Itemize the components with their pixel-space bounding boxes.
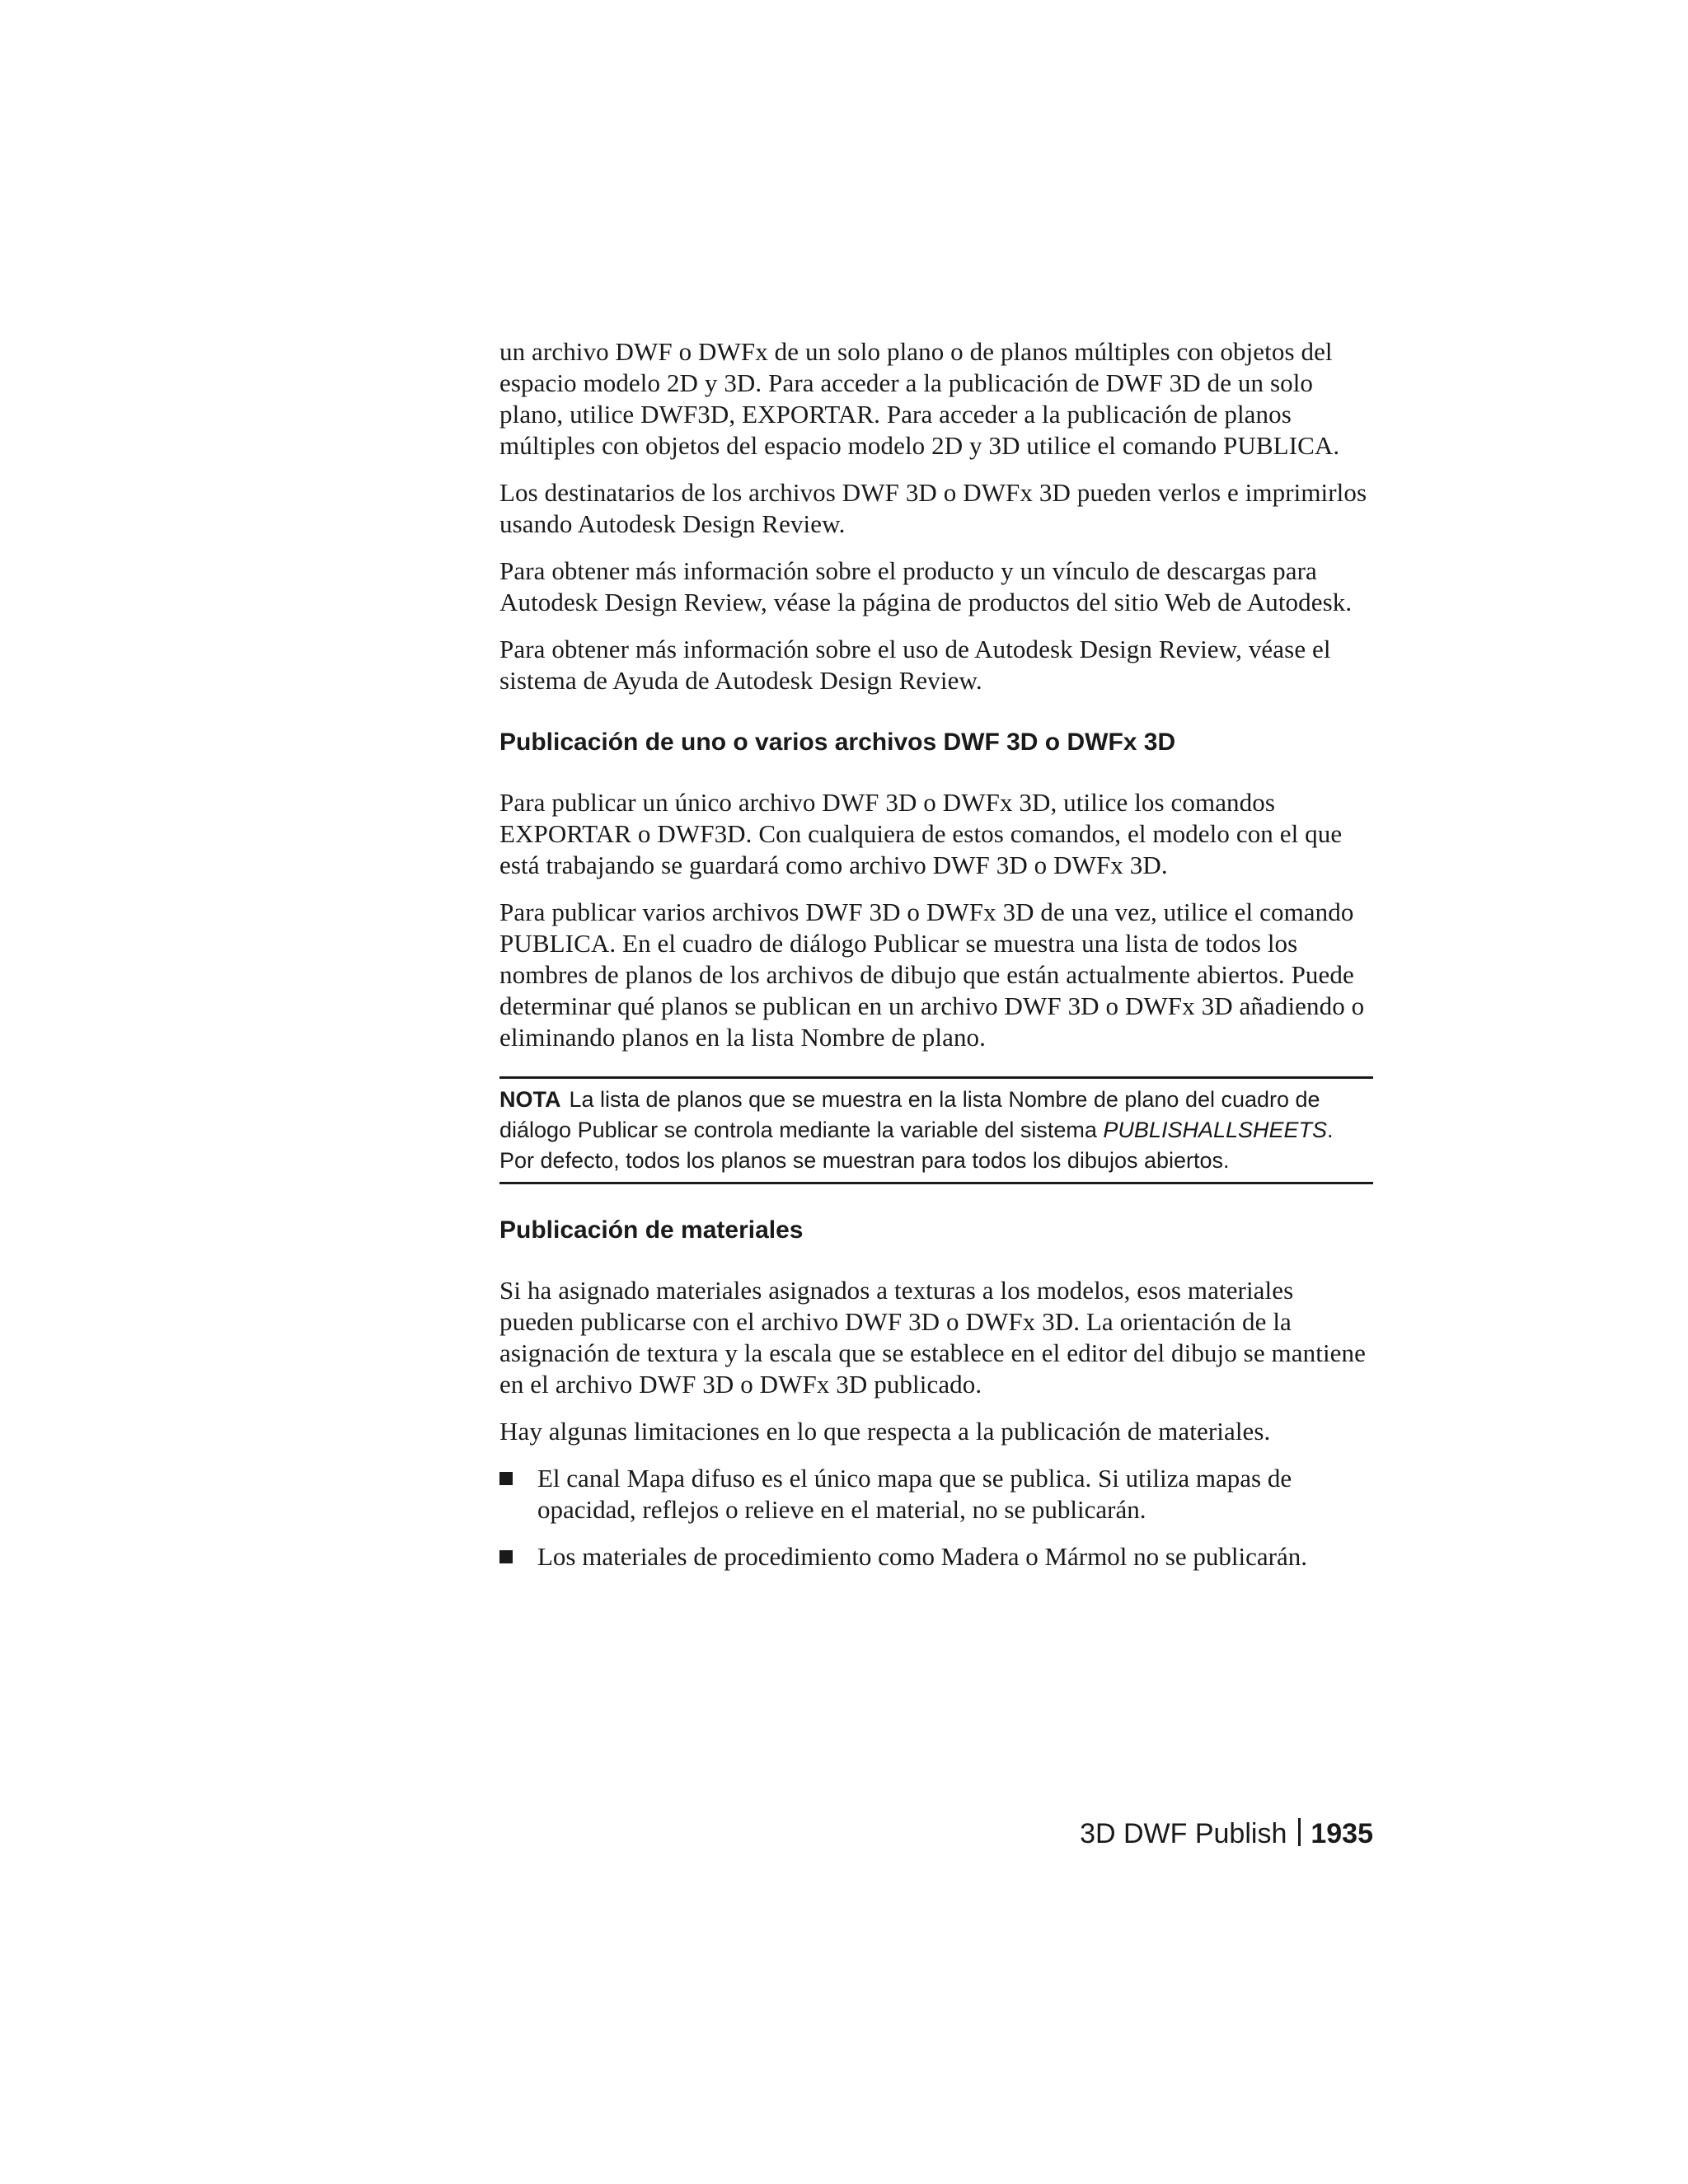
note-text-after: . Por defecto, todos los planos se muestran para todos los dibujos abiertos. <box>499 1118 1334 1173</box>
list-item <box>499 1541 1373 1572</box>
note-text-before: La lista de planos que se muestra en la lista Nombre de plano del cuadro de diálogo Publicar se controla mediante la variable del sistema <box>499 1087 1320 1142</box>
intro-paragraph-4: Para obtener más información sobre el uso de Autodesk Design Review, véase el sistema de Ayuda de Autodesk Design Review. <box>499 635 1331 695</box>
list-item-text: Los materiales de procedimiento como Madera o Mármol no se publicarán. <box>537 1542 1307 1571</box>
section1-paragraph-1: Para publicar un único archivo DWF 3D o DWFx 3D, utilice los comandos EXPORTAR o DWF3D. Con cualquiera de estos comandos, el modelo con el que está trabajando se guardará como archivo DWF 3D o DWFx 3D. <box>499 788 1343 879</box>
page-footer <box>1080 1817 1373 1850</box>
section2-paragraph-1: Si ha asignado materiales asignados a texturas a los modelos, esos materiales pueden publicarse con el archivo DWF 3D o DWFx 3D. La orientación de la asignación de textura y la escala que se establece en el editor del dibujo se mantiene en el archivo DWF 3D o DWFx 3D publicado. <box>499 1276 1366 1399</box>
square-bullet-icon <box>499 1472 513 1485</box>
intro-paragraph-1: un archivo DWF o DWFx de un solo plano o de planos múltiples con objetos del espacio modelo 2D y 3D. Para acceder a la publicación de DWF 3D de un solo plano, utilice DWF3D, EXPORTAR. Para acceder a la publicación de planos múltiples con objetos del espacio modelo 2D y 3D utilice el comando PUBLICA. <box>499 337 1340 460</box>
limitations-list <box>499 1463 1373 1572</box>
square-bullet-icon <box>499 1550 513 1563</box>
note-variable: PUBLISHALLSHEETS <box>1103 1118 1328 1142</box>
section1-paragraph-2: Para publicar varios archivos DWF 3D o DWFx 3D de una vez, utilice el comando PUBLICA. En el cuadro de diálogo Publicar se muestra una lista de todos los nombres de planos de los archivos de dibujo que están actualmente abiertos. Puede determinar qué planos se publican en un archivo DWF 3D o DWFx 3D añadiendo o eliminando planos en la lista Nombre de plano. <box>499 898 1365 1052</box>
section2-paragraph-2: Hay algunas limitaciones en lo que respecta a la publicación de materiales. <box>499 1417 1271 1446</box>
intro-paragraph-2: Los destinatarios de los archivos DWF 3D o DWFx 3D pueden verlos e imprimirlos usando Autodesk Design Review. <box>499 478 1367 538</box>
section-heading-publish-3d: Publicación de uno o varios archivos DWF 3D o DWFx 3D <box>499 729 1176 756</box>
section-heading-materials: Publicación de materiales <box>499 1216 804 1244</box>
page-number: 1935 <box>1311 1818 1373 1849</box>
note-box <box>499 1076 1373 1184</box>
page-content <box>499 336 1373 1588</box>
list-item-text: El canal Mapa difuso es el único mapa que se publica. Si utiliza mapas de opacidad, reflejos o relieve en el material, no se publicarán. <box>537 1464 1292 1524</box>
footer-section-title: 3D DWF Publish <box>1080 1818 1287 1849</box>
footer-divider <box>1298 1818 1301 1846</box>
intro-paragraph-3: Para obtener más información sobre el producto y un vínculo de descargas para Autodesk Design Review, véase la página de productos del sitio Web de Autodesk. <box>499 556 1353 616</box>
list-item <box>499 1463 1373 1526</box>
note-label: NOTA <box>499 1087 561 1112</box>
